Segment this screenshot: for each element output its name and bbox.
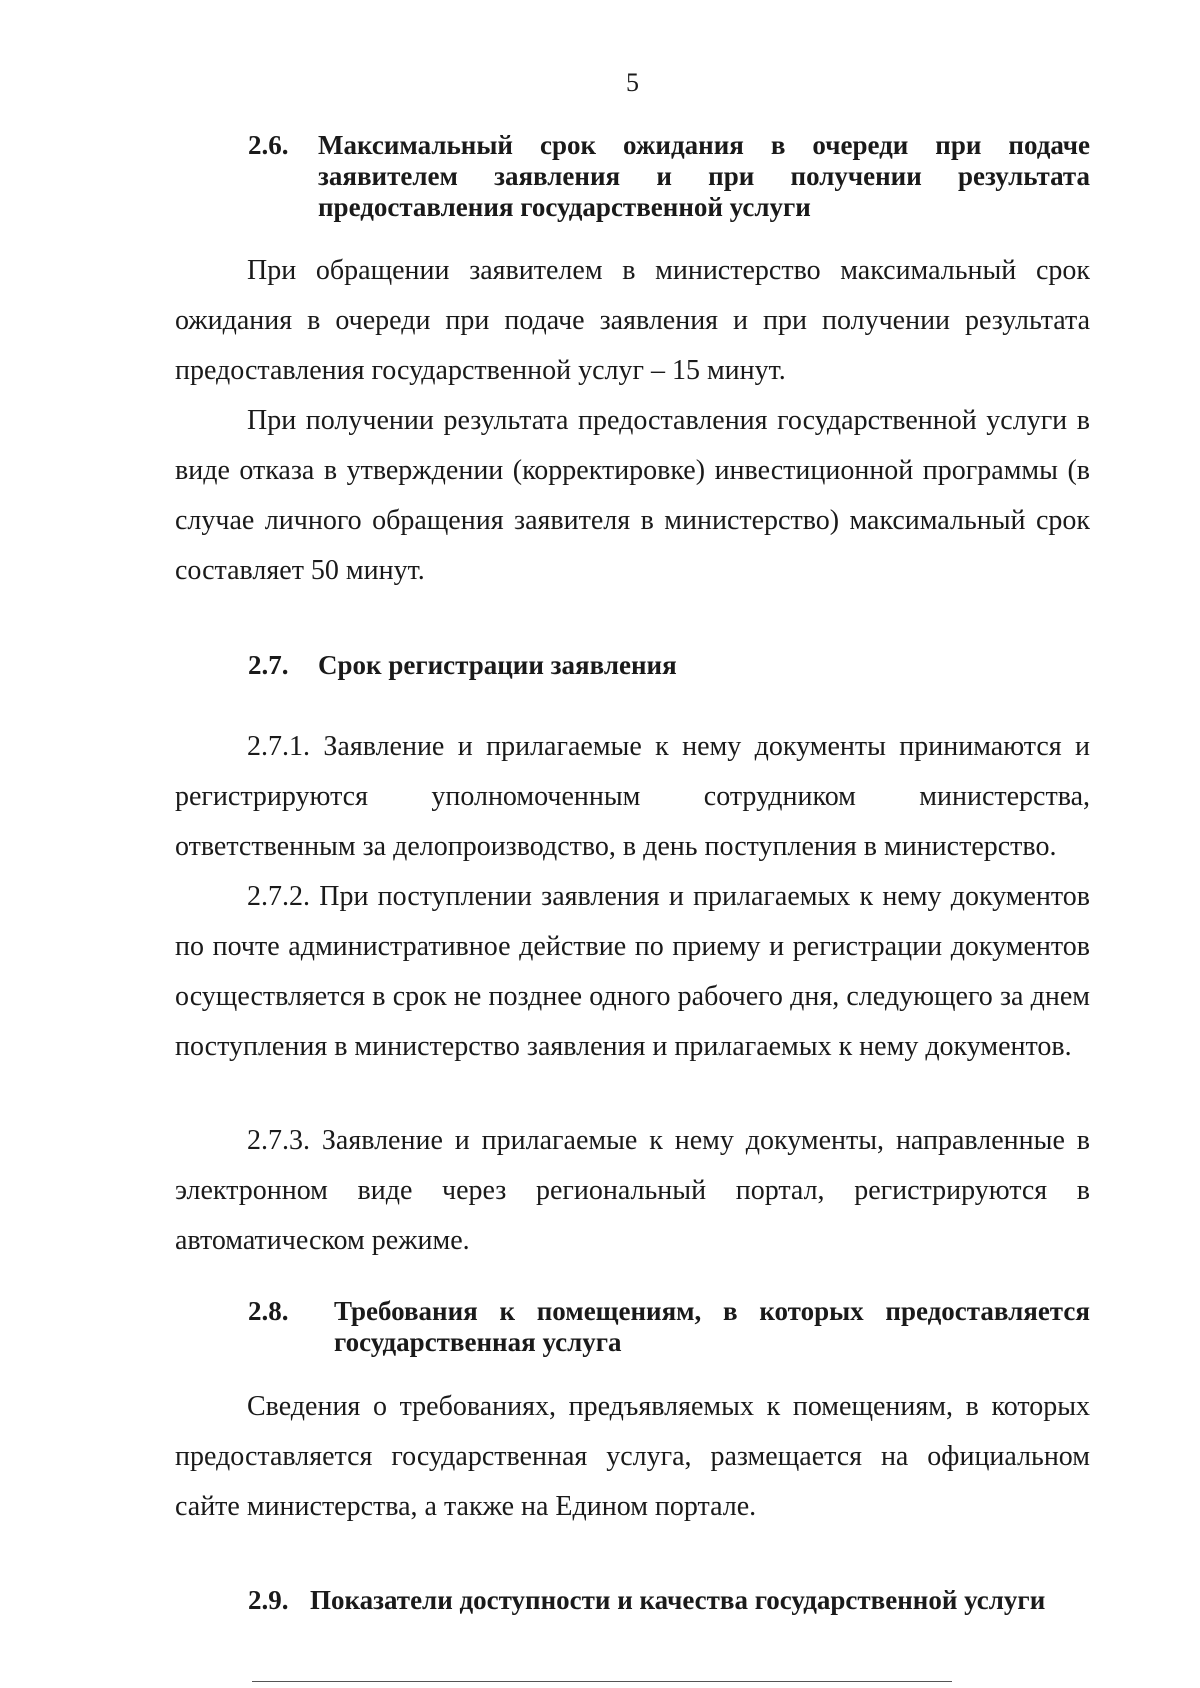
section-title: Показатели доступности и качества государственной услуги [310,1585,1046,1615]
section-title: Требования к помещениям, в которых предоставляется государственная услуга [334,1296,1090,1357]
paragraph: При получении результата предоставления государственной услуги в виде отказа в утверждении (корректировке) инвестиционной программы (в случае личного обращения заявителя в министерство) максимальный срок составляет 50 минут. [175,405,1090,586]
section-title: Срок регистрации заявления [318,650,677,680]
section-number: 2.9. [248,1585,289,1615]
paragraph: 2.7.2. При поступлении заявления и прилагаемых к нему документов по почте административное действие по приему и регистрации документов осуществляется в срок не позднее одного рабочего дня, следующего за днем поступления в министерство заявления и прилагаемых к нему документов. [175,881,1090,1062]
page-number: 5 [626,68,639,97]
paragraph: При обращении заявителем в министерство максимальный срок ожидания в очереди при подаче заявления и при получении результата предоставления государственной услуг – 15 минут. [175,255,1090,386]
section-title: Максимальный срок ожидания в очереди при подаче заявителем заявления и при получении результата предоставления государственной услуги [318,130,1090,222]
paragraph: Сведения о требованиях, предъявляемых к помещениям, в которых предоставляется государственная услуга, размещается на официальном сайте министерства, а также на Едином портале. [175,1391,1090,1522]
section-number: 2.7. [248,650,289,680]
section-number: 2.8. [248,1296,289,1326]
section-number: 2.6. [248,130,289,160]
paragraph: 2.7.3. Заявление и прилагаемые к нему документы, направленные в электронном виде через региональный портал, регистрируются в автоматическом режиме. [175,1125,1090,1256]
paragraph: 2.7.1. Заявление и прилагаемые к нему документы принимаются и регистрируются уполномоченным сотрудником министерства, ответственным за делопроизводство, в день поступления в министерство. [175,731,1090,862]
bottom-rule [252,1681,952,1682]
